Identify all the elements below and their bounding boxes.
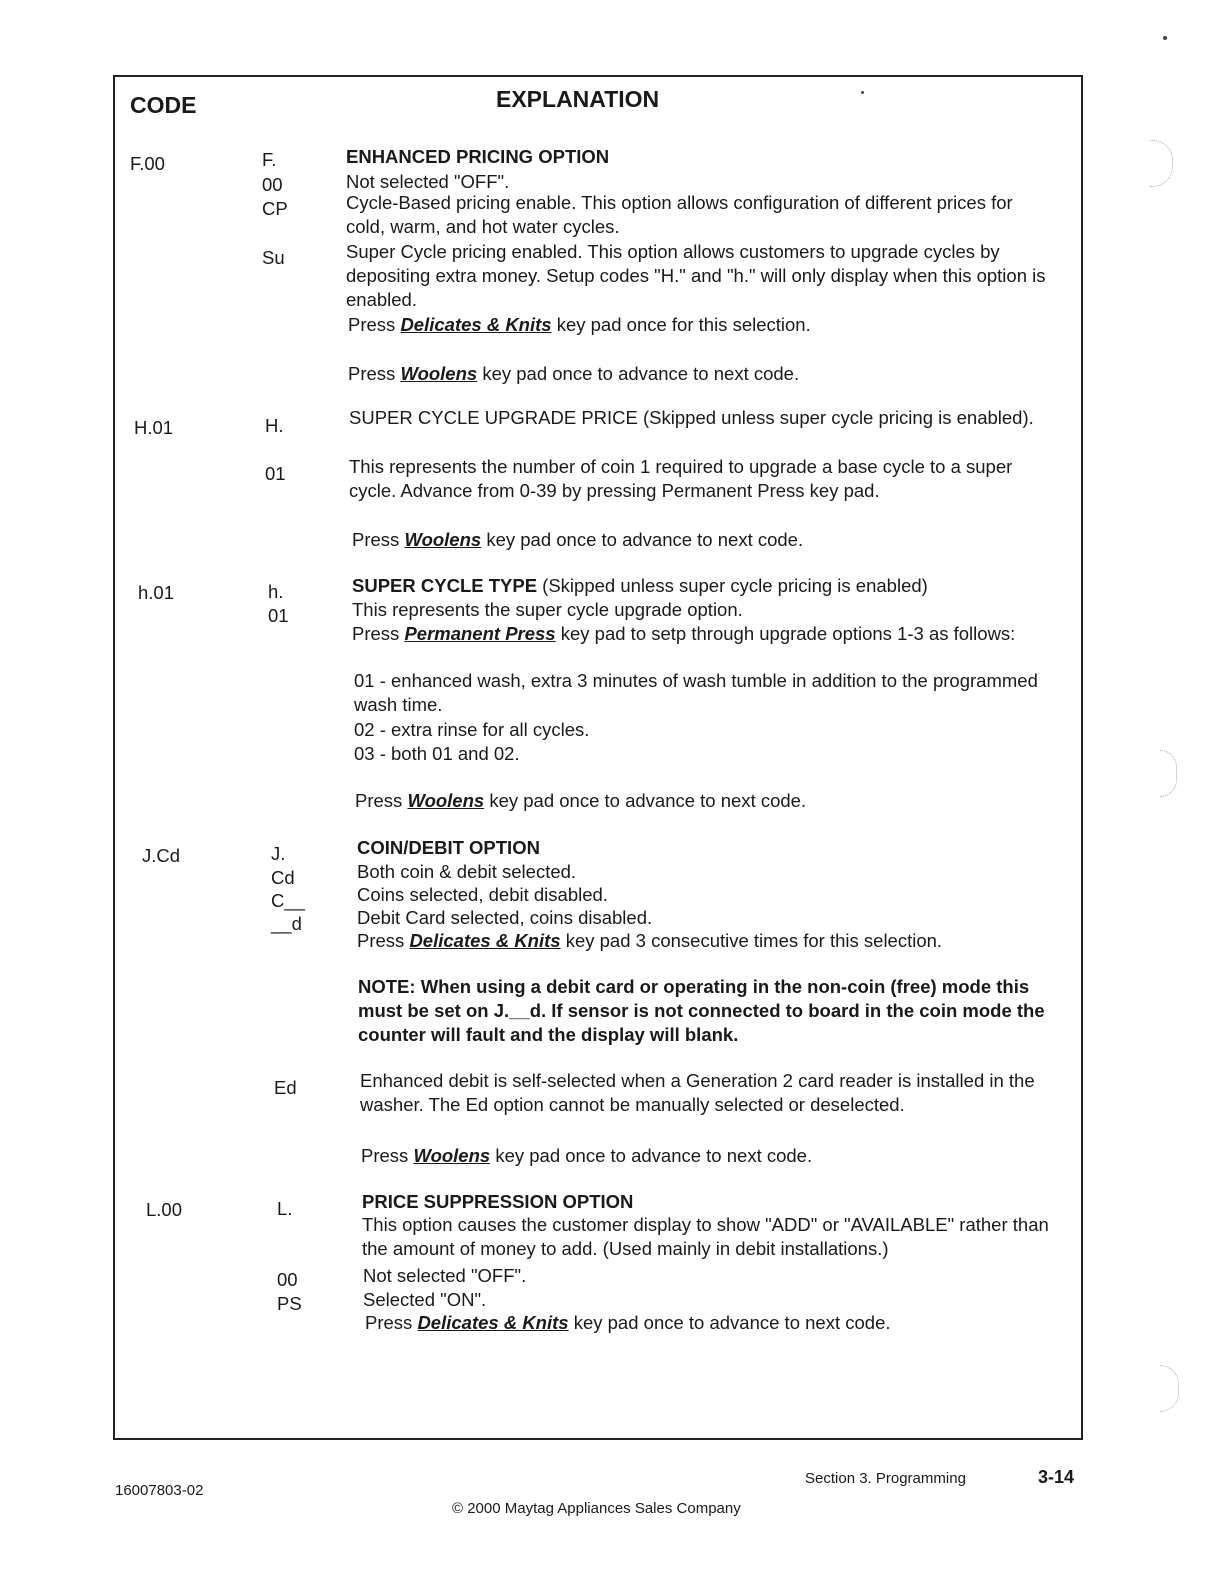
title-price-suppression: PRICE SUPPRESSION OPTION <box>362 1191 634 1212</box>
text-price-suppression: This option causes the customer display to show "ADD" or "AVAILABLE" rather than the amount of money to add. (Used mainly in debit installations.) <box>362 1214 1049 1259</box>
code-h01-upper: H.01 <box>134 417 174 438</box>
title-coin-debit: COIN/DEBIT OPTION <box>357 837 540 858</box>
text-not-selected: Not selected "OFF". <box>346 171 510 192</box>
option-l: L. <box>277 1198 293 1219</box>
key-delicates-knits: Delicates & Knits <box>409 930 561 951</box>
list-item-both: 03 - both 01 and 02. <box>354 743 520 764</box>
code-f00: F.00 <box>130 153 165 174</box>
option-su: Su <box>262 247 285 268</box>
instruction-woolens-advance: Press Woolens key pad once to advance to next code. <box>355 790 807 811</box>
code-jcd: J.Cd <box>142 845 181 866</box>
text-super-cycle: Super Cycle pricing enabled. This option allows customers to upgrade cycles by depositing extra money. Setup codes "H." and "h." will only display when this option is enabled. <box>346 241 1046 310</box>
instruction-delicates-three-times: Press Delicates & Knits key pad 3 consecutive times for this selection. <box>357 930 943 951</box>
key-woolens: Woolens <box>407 790 485 811</box>
option-c: C__ <box>271 890 305 911</box>
note-debit-card: NOTE: When using a debit card or operating in the non-coin (free) mode this must be set on J.__d. If sensor is not connected to board in the coin mode the counter will fault and the display will blank. <box>358 976 1045 1045</box>
text-coins-selected: Coins selected, debit disabled. <box>357 884 608 905</box>
option-01: 01 <box>268 605 289 626</box>
title-super-cycle-type: SUPER CYCLE TYPE (Skipped unless super cycle pricing is enabled) <box>352 575 928 596</box>
key-permanent-press: Permanent Press <box>404 623 556 644</box>
scan-speck <box>1163 36 1167 40</box>
instruction-woolens-advance: Press Woolens key pad once to advance to next code. <box>352 529 804 550</box>
page-number: 3-14 <box>1038 1467 1075 1487</box>
binder-hole-mark <box>1150 140 1173 187</box>
code-l00: L.00 <box>146 1199 183 1220</box>
instruction-woolens-advance: Press Woolens key pad once to advance to next code. <box>361 1145 813 1166</box>
key-woolens: Woolens <box>404 529 482 550</box>
document-number: 16007803-02 <box>115 1482 204 1499</box>
text-cycle-based: Cycle-Based pricing enable. This option allows configuration of different prices for cold, warm, and hot water cycles. <box>346 192 1013 237</box>
section-label: Section 3. Programming <box>805 1470 966 1487</box>
explanation-column-header: EXPLANATION <box>496 86 660 112</box>
binder-hole-mark <box>1160 750 1177 797</box>
instruction-permanent-press: Press Permanent Press key pad to setp through upgrade options 1-3 as follows: <box>352 623 1016 644</box>
scan-speck <box>861 91 864 94</box>
instruction-woolens-advance: Press Woolens key pad once to advance to next code. <box>348 363 800 384</box>
option-f: F. <box>262 149 277 170</box>
option-cp: CP <box>262 198 288 219</box>
code-h01-lower: h.01 <box>138 582 175 603</box>
key-woolens: Woolens <box>413 1145 491 1166</box>
instruction-delicates-advance: Press Delicates & Knits key pad once to advance to next code. <box>365 1312 891 1333</box>
list-item-extra-rinse: 02 - extra rinse for all cycles. <box>354 719 590 740</box>
text-debit-selected: Debit Card selected, coins disabled. <box>357 907 653 928</box>
key-delicates-knits: Delicates & Knits <box>417 1312 569 1333</box>
text-upgrade-option: This represents the super cycle upgrade option. <box>352 599 743 620</box>
option-ps: PS <box>277 1293 302 1314</box>
option-00: 00 <box>277 1269 298 1290</box>
instruction-delicates-select: Press Delicates & Knits key pad once for this selection. <box>348 314 811 335</box>
key-delicates-knits: Delicates & Knits <box>400 314 552 335</box>
option-cd: Cd <box>271 867 295 888</box>
option-d: __d <box>271 913 302 934</box>
text-coin-required: This represents the number of coin 1 required to upgrade a base cycle to a super cycle. Advance from 0-39 by pressing Permanent Press key pad. <box>349 456 1013 501</box>
option-ed: Ed <box>274 1077 297 1098</box>
copyright: © 2000 Maytag Appliances Sales Company <box>452 1500 741 1517</box>
option-h-lower: h. <box>268 581 284 602</box>
text-not-selected: Not selected "OFF". <box>363 1265 527 1286</box>
option-00: 00 <box>262 174 283 195</box>
option-j: J. <box>271 843 286 864</box>
code-column-header: CODE <box>130 92 197 118</box>
option-01: 01 <box>265 463 286 484</box>
text-selected-on: Selected "ON". <box>363 1289 487 1310</box>
text-both-selected: Both coin & debit selected. <box>357 861 577 882</box>
key-woolens: Woolens <box>400 363 478 384</box>
title-enhanced-pricing: ENHANCED PRICING OPTION <box>346 146 610 167</box>
text-enhanced-debit: Enhanced debit is self-selected when a Generation 2 card reader is installed in the washer. The Ed option cannot be manually selected or deselected. <box>360 1070 1035 1115</box>
binder-hole-mark <box>1160 1365 1179 1412</box>
list-item-enhanced-wash: 01 - enhanced wash, extra 3 minutes of wash tumble in addition to the programmed wash time. <box>354 670 1038 715</box>
title-super-cycle-upgrade-price: SUPER CYCLE UPGRADE PRICE (Skipped unless super cycle pricing is enabled). <box>349 407 1034 428</box>
option-h-upper: H. <box>265 415 284 436</box>
